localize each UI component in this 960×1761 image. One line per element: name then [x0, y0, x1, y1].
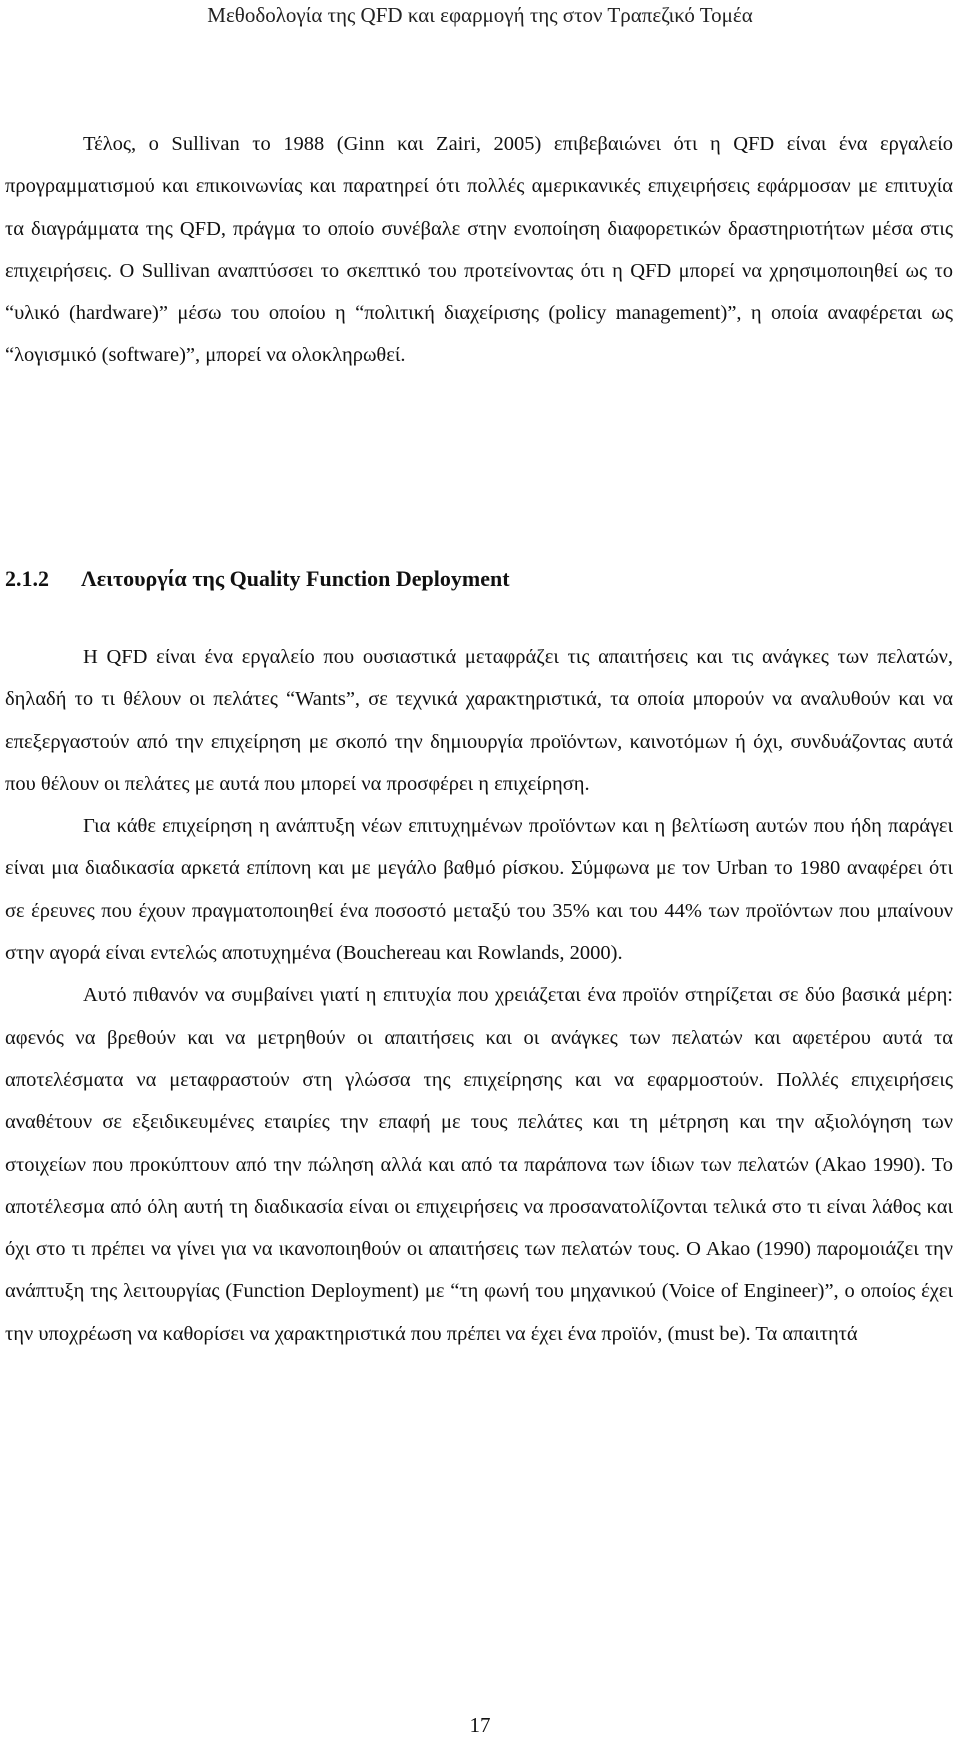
- paragraph: Τέλος, ο Sullivan το 1988 (Ginn και Zairi, 2005) επιβεβαιώνει ότι η QFD είναι ένα εργαλείο προγραμματισμού και επικοινωνίας και παρατηρεί ότι πολλές αμερικανικές επιχειρήσεις εφάρμοσαν με επιτυχία τα διαγράμματα της QFD, πράγμα το οποίο συνέβαλε στην ενοποίηση διαφορετικών δραστηριοτήτων μέσα στις επιχειρήσεις. O Sullivan αναπτύσσει το σκεπτικό του προτείνοντας ότι η QFD μπορεί να χρησιμοποιηθεί ως το “υλικό (hardware)” μέσω του οποίου η “πολιτική διαχείρισης (policy management)”, η οποία αναφέρεται ως “λογισμικό (software)”, μπορεί να ολοκληρωθεί.: [5, 133, 953, 367]
- page-number: 17: [469, 1713, 491, 1737]
- section-number: 2.1.2: [5, 566, 49, 591]
- paragraph: Η QFD είναι ένα εργαλείο που ουσιαστικά μεταφράζει τις απαιτήσεις και τις ανάγκες των πελατών, δηλαδή το τι θέλουν οι πελάτες “Wants”, σε τεχνικά χαρακτηριστικά, τα οποία μπορούν να αναλυθούν και να επεξεργαστούν από την επιχείρηση με σκοπό την δημιουργία προϊόντων, καινοτόμων ή όχι, συνδυάζοντας αυτά που θέλουν οι πελάτες με αυτά που μπορεί να προσφέρει η επιχείρηση.: [5, 646, 953, 795]
- section-heading: [5, 566, 953, 592]
- paragraph: Αυτό πιθανόν να συμβαίνει γιατί η επιτυχία που χρειάζεται ένα προϊόν στηρίζεται σε δύο βασικά μέρη: αφενός να βρεθούν και να μετρηθούν οι απαιτήσεις και οι ανάγκες των πελατών και αφετέρου αυτά τα αποτελέσματα να μεταφραστούν στη γλώσσα της επιχείρησης και να εφαρμοστούν. Πολλές επιχειρήσεις αναθέτουν σε εξειδικευμένες εταιρίες την επαφή με τους πελάτες και τη μέτρηση και την αξιολόγηση των στοιχείων που προκύπτουν από την πώληση αλλά και από τα παράπονα των ίδιων των πελατών (Akao 1990). Το αποτέλεσμα από όλη αυτή τη διαδικασία είναι οι επιχειρήσεις να προσανατολίζονται τελικά στο τι είναι λάθος και όχι στο τι πρέπει να γίνει για να ικανοποιηθούν οι απαιτήσεις των πελατών τους. O Akao (1990) παρομοιάζει την ανάπτυξη της λειτουργίας (Function Deployment) με “τη φωνή του μηχανικού (Voice of Engineer)”, ο οποίος έχει την υποχρέωση να καθορίσει να χαρακτηριστικά που πρέπει να έχει ένα προϊόν, (must be). Τα απαιτητά: [5, 984, 953, 1345]
- section-title: Λειτουργία της Quality Function Deployment: [81, 566, 510, 591]
- running-header: Μεθοδολογία της QFD και εφαρμογή της στον Τραπεζικό Τομέα: [207, 3, 753, 27]
- section-text-block: [5, 636, 953, 1355]
- intro-text-block: [5, 123, 953, 377]
- paragraph: Για κάθε επιχείρηση η ανάπτυξη νέων επιτυχημένων προϊόντων και η βελτίωση αυτών που ήδη παράγει είναι μια διαδικασία αρκετά επίπονη και με μεγάλο βαθμό ρίσκου. Σύμφωνα με τον Urban το 1980 αναφέρει ότι σε έρευνες που έχουν πραγματοποιηθεί ένα ποσοστό μεταξύ του 35% και του 44% των προϊόντων που μπαίνουν στην αγορά είναι εντελώς αποτυχημένα (Bouchereau και Rowlands, 2000).: [5, 815, 953, 965]
